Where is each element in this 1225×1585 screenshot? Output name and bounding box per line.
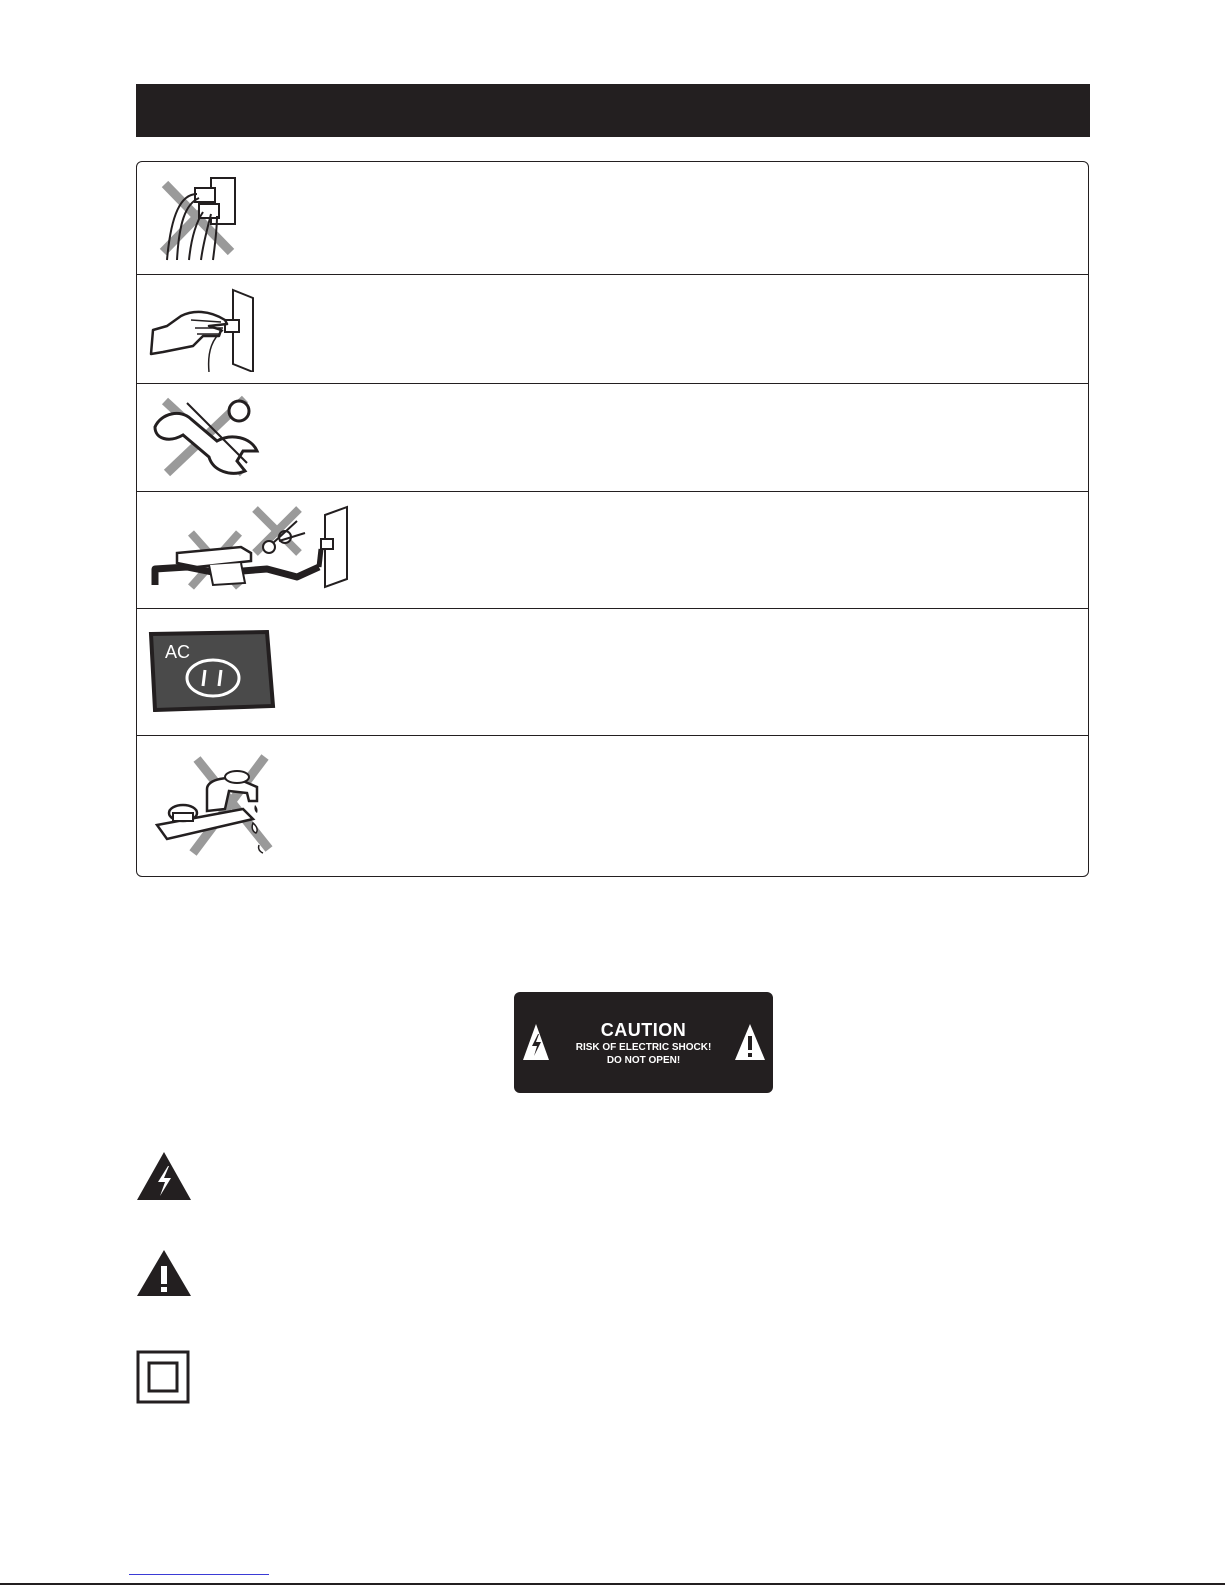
no-repair-wrench-icon [147, 393, 265, 479]
no-water-faucet-icon [153, 749, 277, 861]
safety-row [137, 491, 1088, 609]
ac-outlet-icon [147, 628, 277, 712]
safety-row [137, 383, 1088, 492]
section-header-bar [136, 84, 1090, 137]
safety-row [137, 735, 1088, 876]
safety-row [137, 274, 1088, 384]
lightning-triangle-icon [136, 1150, 192, 1202]
hand-unplug-icon [147, 286, 267, 372]
safety-row [137, 608, 1088, 736]
overloaded-outlet-icon [151, 174, 251, 264]
safety-row [137, 162, 1088, 275]
safety-instructions-box [136, 161, 1089, 877]
caution-line-2: DO NOT OPEN! [606, 1055, 681, 1066]
ac-label: AC [165, 642, 191, 662]
exclamation-triangle-icon [136, 1248, 192, 1298]
caution-label [514, 992, 773, 1093]
caution-line-1: RISK OF ELECTRIC SHOCK! [575, 1042, 712, 1053]
no-damage-cord-icon [147, 503, 357, 595]
footnote-rule [129, 1574, 269, 1575]
exclamation-triangle-icon [734, 1022, 766, 1062]
caution-title: CAUTION [600, 1020, 687, 1040]
double-insulation-icon [136, 1350, 190, 1404]
